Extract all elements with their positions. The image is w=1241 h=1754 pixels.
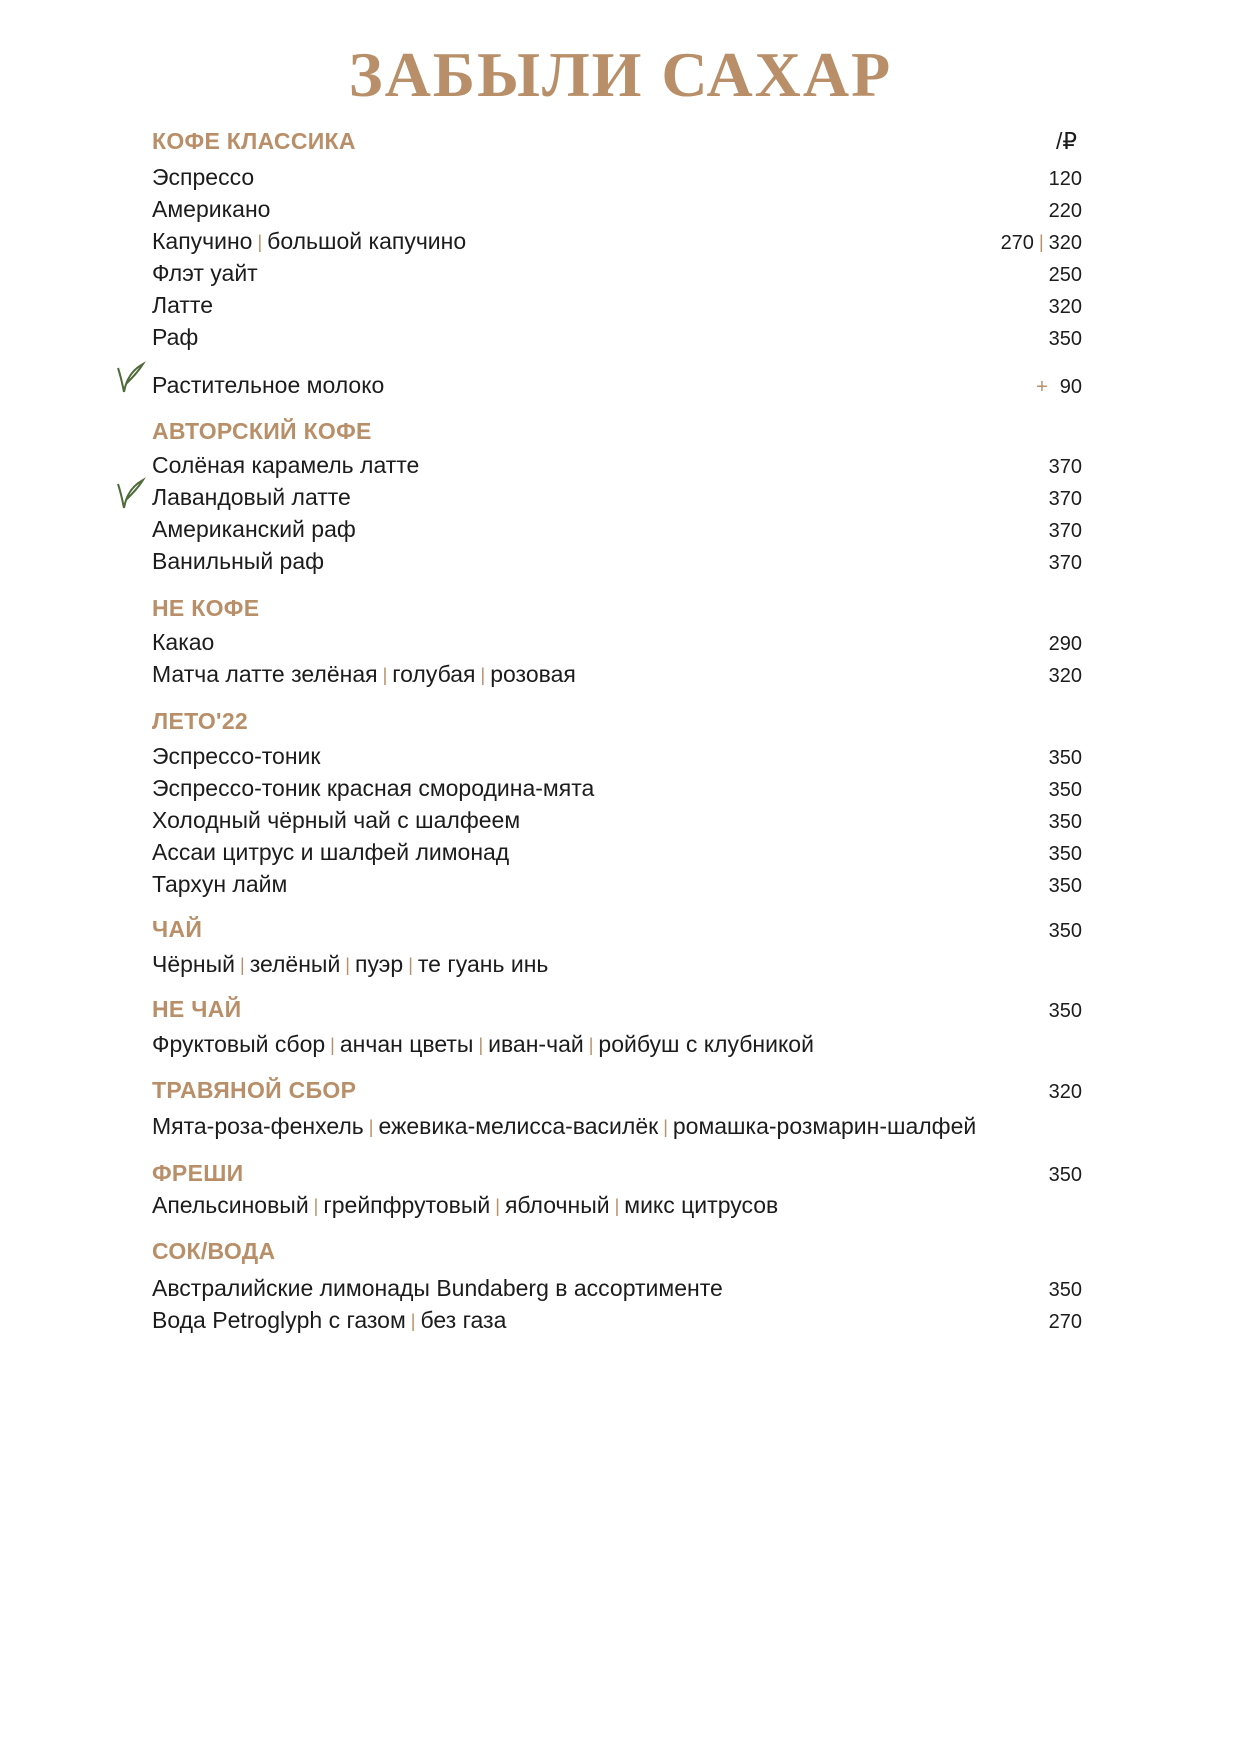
item-price: 120 xyxy=(1048,168,1082,190)
item-name-part: пуэр xyxy=(354,951,404,977)
item-name: Эспрессо xyxy=(152,164,255,190)
item-price: 250 xyxy=(1048,264,1082,286)
section-title: НЕ КОФЕ xyxy=(152,595,260,621)
item-price: 270 xyxy=(1048,1311,1082,1333)
separator: | xyxy=(663,1117,668,1137)
item-name: Ванильный раф xyxy=(152,548,325,574)
item-price: 370 xyxy=(1048,520,1082,542)
menu-item xyxy=(152,484,1082,511)
item-name: Холодный чёрный чай с шалфеем xyxy=(152,807,521,833)
menu-item xyxy=(152,775,1082,802)
separator: | xyxy=(240,955,245,975)
menu-item xyxy=(152,629,1082,656)
menu-item xyxy=(152,164,1082,191)
item-name-part: те гуань инь xyxy=(417,951,549,977)
section-title: СОК/ВОДА xyxy=(152,1238,276,1264)
section-title: НЕ ЧАЙ xyxy=(152,996,242,1022)
menu-item xyxy=(152,807,1082,834)
item-name: Американский раф xyxy=(152,516,356,542)
item-name-part: Апельсиновый xyxy=(152,1192,309,1218)
item-price-part: 270 xyxy=(1000,232,1034,254)
menu-item xyxy=(152,839,1082,866)
item-name-part: розовая xyxy=(490,661,576,687)
section-header-not-coffee xyxy=(152,595,1082,622)
item-price: 350 xyxy=(1048,875,1082,897)
item-price: 350 xyxy=(1048,328,1082,350)
item-price: 320 xyxy=(1048,665,1082,687)
item-name-part: Чёрный xyxy=(152,951,235,977)
item-name-part: ройбуш с клубникой xyxy=(598,1031,814,1057)
separator: | xyxy=(408,955,413,975)
section-price: 350 xyxy=(1048,1164,1082,1186)
separator: | xyxy=(588,1035,594,1055)
separator: | xyxy=(257,232,263,252)
section-title: КОФЕ КЛАССИКА xyxy=(152,128,356,154)
item-name: Австралийские лимонады Bundaberg в ассортименте xyxy=(152,1275,723,1301)
menu-title: ЗАБЫЛИ САХАР xyxy=(348,39,893,110)
item-name: Ассаи цитрус и шалфей лимонад xyxy=(152,839,510,865)
item-name xyxy=(152,1307,506,1334)
item-price: 350 xyxy=(1048,1279,1082,1301)
item-name-part: ромашка-розмарин-шалфей xyxy=(672,1113,977,1139)
menu-item xyxy=(152,452,1082,479)
item-name: Солёная карамель латте xyxy=(152,452,420,478)
item-name-part: анчан цветы xyxy=(339,1031,474,1057)
currency-label: /₽ xyxy=(1055,128,1077,154)
separator: | xyxy=(1038,232,1044,252)
item-name: Американо xyxy=(152,196,271,222)
item-name-part: без газа xyxy=(420,1307,507,1333)
separator: | xyxy=(330,1035,335,1055)
item-price: 320 xyxy=(1048,296,1082,318)
menu-item xyxy=(152,196,1082,223)
item-name-part: Фруктовый сбор xyxy=(152,1031,326,1057)
menu-item xyxy=(152,372,1082,399)
section-price: 350 xyxy=(1048,1000,1082,1022)
item-name: Эспрессо-тоник красная смородина-мята xyxy=(152,775,595,801)
item-name-part: Матча латте зелёная xyxy=(152,661,378,687)
item-name: Какао xyxy=(152,629,215,655)
section-header-author xyxy=(152,418,1082,445)
section-title: ФРЕШИ xyxy=(152,1160,244,1186)
item-name-part: зелёный xyxy=(249,951,341,977)
section-header-not-tea xyxy=(152,996,1082,1023)
item-name xyxy=(152,661,576,688)
section-description xyxy=(152,951,1082,978)
section-header-classic xyxy=(152,128,1082,155)
menu-item xyxy=(152,516,1082,543)
item-name-part: ежевика-мелисса-василёк xyxy=(378,1113,659,1139)
section-header-tea xyxy=(152,916,1082,943)
menu-item xyxy=(152,260,1082,287)
item-name-part: микс цитрусов xyxy=(624,1192,779,1218)
menu-item xyxy=(152,661,1082,688)
plus-sign: + xyxy=(1036,376,1048,398)
separator: | xyxy=(313,1196,319,1216)
section-title: ТРАВЯНОЙ СБОР xyxy=(152,1077,357,1103)
item-name-part: большой капучино xyxy=(267,228,467,254)
separator: | xyxy=(382,665,388,685)
section-price: 320 xyxy=(1048,1081,1082,1103)
item-name: Флэт уайт xyxy=(152,260,258,286)
item-name-part: иван-чай xyxy=(488,1031,584,1057)
item-name: Тархун лайм xyxy=(152,871,288,897)
item-price: 350 xyxy=(1048,843,1082,865)
item-price: 220 xyxy=(1048,200,1082,222)
section-description xyxy=(152,1031,1082,1058)
item-price: 370 xyxy=(1048,488,1082,510)
item-price xyxy=(1001,232,1082,255)
item-name-part: Вода Petroglyph с газом xyxy=(152,1307,406,1333)
item-price: 290 xyxy=(1048,633,1082,655)
section-description xyxy=(152,1113,1082,1140)
menu-item xyxy=(152,1307,1082,1334)
leaf-icon xyxy=(116,476,146,510)
item-name-part: яблочный xyxy=(504,1192,610,1218)
item-price: 350 xyxy=(1048,811,1082,833)
item-name-part: голубая xyxy=(392,661,476,687)
separator: | xyxy=(410,1311,416,1331)
item-price: 350 xyxy=(1048,747,1082,769)
item-name xyxy=(152,228,466,255)
section-title: АВТОРСКИЙ КОФЕ xyxy=(152,418,372,444)
item-name: Латте xyxy=(152,292,213,318)
item-price: 350 xyxy=(1048,779,1082,801)
separator: | xyxy=(345,955,350,975)
menu-item xyxy=(152,324,1082,351)
separator: | xyxy=(478,1035,484,1055)
menu-item xyxy=(152,1275,1082,1302)
separator: | xyxy=(495,1196,500,1216)
item-name: Растительное молоко xyxy=(152,372,385,398)
separator: | xyxy=(614,1196,620,1216)
item-price: 370 xyxy=(1048,552,1082,574)
item-price: 370 xyxy=(1048,456,1082,478)
menu-item xyxy=(152,743,1082,770)
item-name-part: Мята-роза-фенхель xyxy=(152,1113,364,1139)
item-price xyxy=(1036,376,1082,399)
item-name-part: Капучино xyxy=(152,228,253,254)
menu-item xyxy=(152,548,1082,575)
section-title: ЛЕТО'22 xyxy=(152,708,248,734)
section-title: ЧАЙ xyxy=(152,916,203,942)
section-header-fresh xyxy=(152,1160,1082,1187)
item-name: Лавандовый латте xyxy=(152,484,351,510)
item-price-part: 320 xyxy=(1048,232,1082,254)
separator: | xyxy=(480,665,486,685)
separator: | xyxy=(368,1117,374,1137)
section-description xyxy=(152,1192,1082,1219)
menu-item xyxy=(152,228,1082,255)
menu-item xyxy=(152,871,1082,898)
section-price: 350 xyxy=(1048,920,1082,942)
item-name-part: грейпфрутовый xyxy=(323,1192,491,1218)
menu-item xyxy=(152,292,1082,319)
section-header-summer xyxy=(152,708,1082,735)
section-header-juice xyxy=(152,1238,1082,1265)
item-price-value: 90 xyxy=(1059,376,1082,398)
item-name: Эспрессо-тоник xyxy=(152,743,321,769)
section-header-herbal xyxy=(152,1077,1082,1104)
leaf-icon xyxy=(116,360,146,394)
item-name: Раф xyxy=(152,324,199,350)
